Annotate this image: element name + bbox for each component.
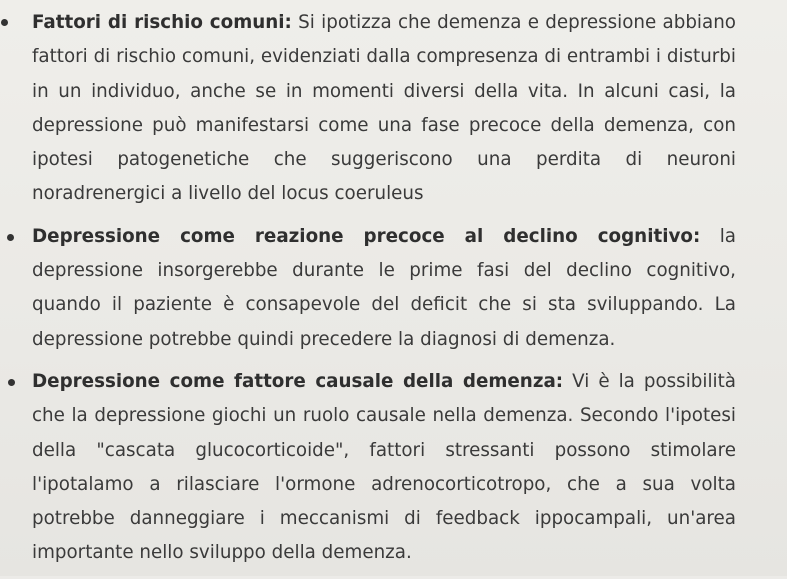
- item-heading: Fattori di rischio comuni:: [32, 12, 292, 33]
- bullet-icon: [7, 234, 14, 241]
- bullet-list: [0, 6, 787, 579]
- item-heading: Depressione come fattore causale della demenza:: [32, 370, 564, 392]
- bullet-icon: [8, 379, 15, 386]
- list-item: [0, 365, 787, 571]
- item-heading: Depressione come reazione precoce al declino cognitivo:: [32, 225, 701, 247]
- item-text: Si ipotizza che demenza e depressione abbiano fattori di rischio comuni, evidenziati dalla compresenza di entrambi i disturbi in un individuo, anche se in momenti diversi della vita. In alcuni casi, la depressione può manifestarsi come una fase precoce della demenza, con ipotesi patogenetiche che suggeriscono una perdita di neuroni noradrenergici a livello del locus coeruleus: [32, 12, 736, 205]
- item-text: la depressione insorgerebbe durante le prime fasi del declino cognitivo, quando il paziente è consapevole del deficit che si sta sviluppando. La depressione potrebbe quindi precedere la diagnosi di demenza.: [32, 225, 736, 350]
- item-text: Vi è la possibilità che la depressione giochi un ruolo causale nella demenza. Secondo l'ipotesi della "cascata glucocorticoide", fattori stressanti possono stimolare l'ipotalamo a rilasciare l'ormone adrenocorticotropo, che a sua volta potrebbe danneggiare i meccanismi di feedback ippocampali, un'area importante nello sviluppo della demenza.: [32, 370, 736, 564]
- bullet-icon: [1, 19, 8, 26]
- list-item: [0, 220, 787, 357]
- list-item: [0, 6, 787, 212]
